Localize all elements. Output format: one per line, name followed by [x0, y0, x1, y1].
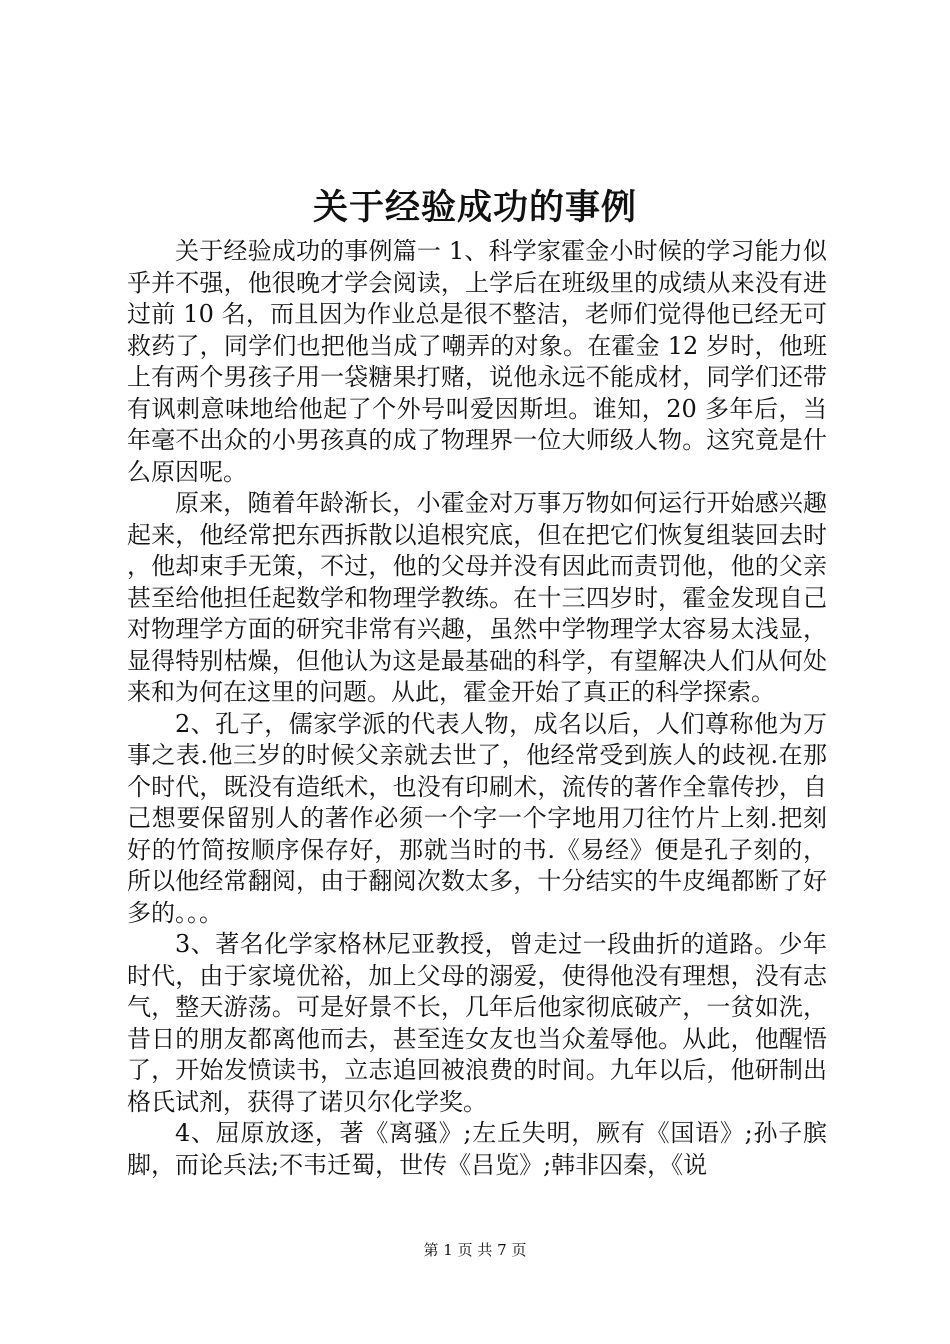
paragraph-hawking-1: 关于经验成功的事例篇一 1、科学家霍金小时候的学习能力似乎并不强，他很晚才学会阅读，上学后在班级里的成绩从来没有进过前 10 名，而且因为作业总是很不整洁，老师们觉得他已经无可救药了，同学们也把他当成了嘲弄的对象。在霍金 12 岁时，他班上有两个男孩子用一袋糖果打赌，说他永远不能成材，同学们还带有讽刺意味地给他起了个外号叫爱因斯坦。谁知，20 多年后，当年毫不出众的小男孩真的成了物理界一位大师级人物。这究竟是什么原因呢。	[127, 237, 827, 486]
paragraph-grignard: 3、著名化学家格林尼亚教授，曾走过一段曲折的道路。少年时代，由于家境优裕，加上父母的溺爱，使得他没有理想，没有志气，整天游荡。可是好景不长，几年后他家彻底破产，一贫如洗，昔日的朋友都离他而去，甚至连女友也当众羞辱他。从此，他醒悟了，开始发愤读书，立志追回被浪费的时间。九年以后，他研制出格氏试剂，获得了诺贝尔化学奖。	[127, 930, 827, 1116]
paragraph-hawking-2: 原来，随着年龄渐长，小霍金对万事万物如何运行开始感兴趣起来，他经常把东西拆散以追根究底，但在把它们恢复组装回去时，他却束手无策，不过，他的父母并没有因此而责罚他，他的父亲甚至给他担任起数学和物理学教练。在十三四岁时，霍金发现自己对物理学方面的研究非常有兴趣，虽然中学物理学太容易太浅显，显得特别枯燥，但他认为这是最基础的科学，有望解决人们从何处来和为何在这里的问题。从此，霍金开始了真正的科学探索。	[127, 489, 827, 706]
document-title: 关于经验成功的事例	[312, 187, 637, 228]
page-footer: 第 1 页 共 7 页	[423, 1241, 527, 1259]
paragraph-confucius: 2、孔子，儒家学派的代表人物，成名以后，人们尊称他为万事之表.他三岁的时候父亲就去世了，他经常受到族人的歧视.在那个时代，既没有造纸术，也没有印刷术，流传的著作全靠传抄，自己想要保留别人的著作必须一个字一个字地用刀往竹片上刻.把刻好的竹简按顺序保存好，那就当时的书.《易经》便是孔子刻的，所以他经常翻阅，由于翻阅次数太多，十分结实的牛皮绳都断了好多的。。。	[127, 709, 827, 927]
document-body	[127, 236, 827, 1181]
paragraph-quyuan: 4、屈原放逐，著《离骚》;左丘失明，厥有《国语》;孙子膑脚，而论兵法;不韦迁蜀，世传《吕览》;韩非囚秦，《说	[127, 1119, 827, 1179]
